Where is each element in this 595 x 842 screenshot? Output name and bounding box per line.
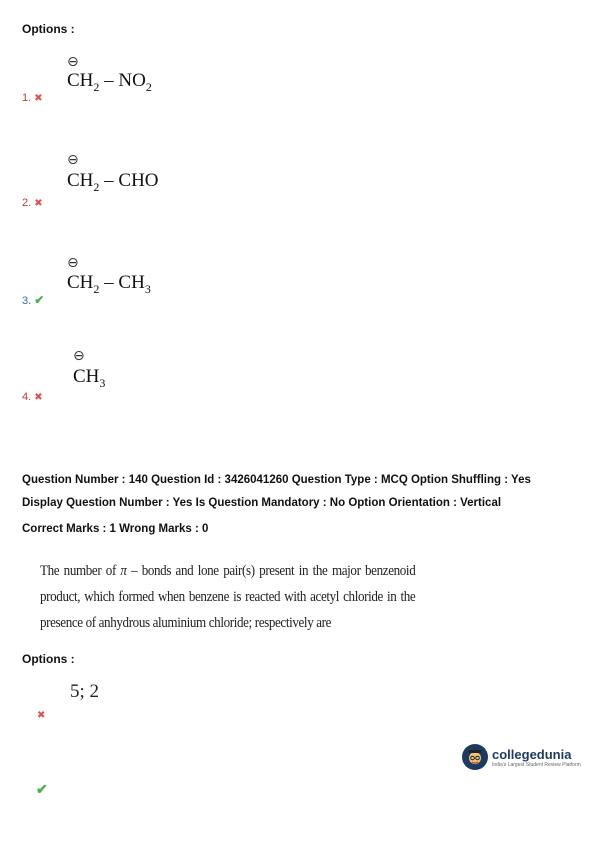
anion-symbol: ⊖: [67, 54, 79, 70]
wrong-icon: ✖: [34, 93, 43, 104]
options-label: Options :: [22, 22, 75, 36]
check-icon: ✔: [34, 293, 45, 307]
option-4-formula: $CH_3$: [73, 366, 106, 390]
wrong-icon: ✖: [34, 392, 43, 403]
option-1-formula: $CH_2 - NO_2$: [67, 70, 152, 94]
logo-name: collegedunia: [492, 746, 572, 762]
wrong-icon: ✖: [34, 198, 43, 209]
question-meta-line-3: Correct Marks : 1 Wrong Marks : 0: [22, 523, 209, 535]
anion-symbol: ⊖: [67, 255, 79, 271]
check-icon: ✔: [36, 781, 48, 797]
mascot-icon: [462, 744, 488, 770]
question-meta-line-1: Question Number : 140 Question Id : 3426041260 Question Type : MCQ Option Shuffling : Yes: [22, 474, 531, 486]
option-2-formula: $CH_2$ – CHO: [67, 170, 159, 194]
options-label: Options :: [22, 652, 75, 666]
option-3-number: 3. ✔: [22, 293, 45, 307]
question-text: The number of π – bonds and lone pair(s) present in the major benzenoid product, which formed when benzene is reacted with acetyl chloride in the presence of anhydrous aluminium chloride; respectively are: [40, 563, 416, 631]
question-meta-line-2: Display Question Number : Yes Is Question Mandatory : No Option Orientation : Vertical: [22, 497, 502, 509]
collegedunia-logo: [462, 744, 581, 770]
option-4-number: 4. ✖: [22, 391, 43, 403]
option-3-formula: $CH_2 - CH_3$: [67, 272, 151, 296]
wrong-icon: ✖: [37, 710, 46, 721]
option-1-number: 1. ✖: [22, 92, 43, 104]
anion-symbol: ⊖: [73, 348, 85, 364]
answer-option-2-marker: [33, 781, 48, 799]
answer-option-1-text: 5; 2: [70, 681, 100, 702]
logo-tagline: India's Largest Student Review Platform: [492, 761, 581, 768]
answer-option-1-marker: [34, 705, 45, 723]
anion-symbol: ⊖: [67, 152, 79, 168]
option-2-number: 2. ✖: [22, 197, 43, 209]
